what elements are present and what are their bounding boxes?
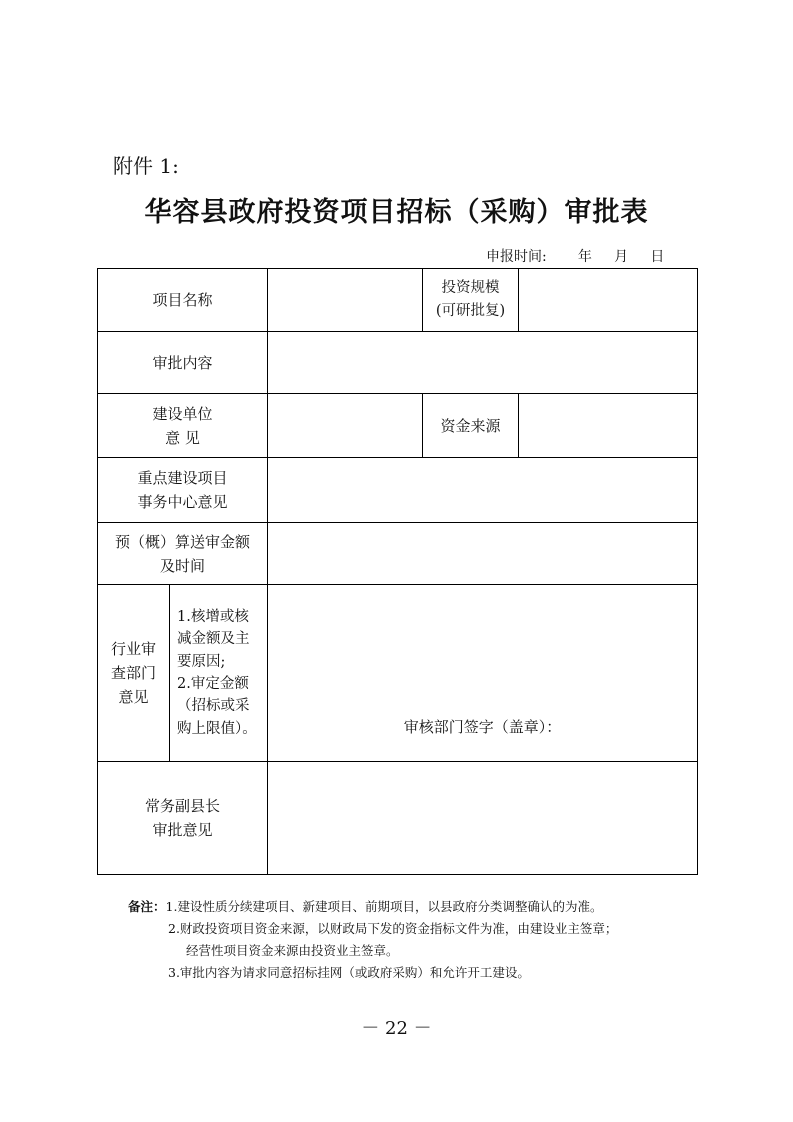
- label-project-name: 项目名称: [98, 269, 268, 332]
- remark-3: 3.审批内容为请求同意招标挂网（或政府采购）和允许开工建设。: [168, 965, 530, 980]
- label-builder-opinion: 建设单位 意 见: [98, 394, 268, 458]
- remarks-head: 备注：: [128, 899, 166, 914]
- row-project-name: [98, 269, 698, 332]
- label-fund-source: 资金来源: [423, 394, 519, 458]
- field-approval-content[interactable]: [268, 332, 698, 394]
- remark-2-continued: 经营性项目资金来源由投资业主签章。: [186, 943, 399, 958]
- field-industry-review[interactable]: [268, 585, 698, 762]
- label-industry-dept: 行业审 查部门 意见: [98, 585, 170, 762]
- industry-review-items: 1.核增或核 减金额及主 要原因; 2.审定金额 （招标或采 购上限值）。: [170, 585, 268, 762]
- remark-2: 2.财政投资项目资金来源，以财政局下发的资金指标文件为准，由建设业主签章；: [168, 921, 618, 936]
- attachment-label: 附件 1:: [113, 154, 179, 178]
- submission-date: 申报时间: 年 月 日: [486, 249, 665, 265]
- field-project-name[interactable]: [268, 269, 423, 332]
- label-investment-scale: 投资规模 (可研批复): [423, 269, 519, 332]
- row-builder-opinion: [98, 394, 698, 458]
- field-deputy-governor[interactable]: [268, 762, 698, 875]
- form-title: 华容县政府投资项目招标（采购）审批表: [144, 197, 649, 228]
- page-number: － 22 －: [361, 1018, 432, 1039]
- field-key-project-center[interactable]: [268, 458, 698, 523]
- label-key-project-center: 重点建设项目 事务中心意见: [98, 458, 268, 523]
- row-key-project-center: [98, 458, 698, 523]
- approval-form-table: [97, 268, 698, 875]
- remarks: [128, 896, 617, 984]
- field-builder-opinion[interactable]: [268, 394, 423, 458]
- remark-1: 1.建设性质分续建项目、新建项目、前期项目，以县政府分类调整确认的为准。: [165, 899, 603, 914]
- row-budget-amount: [98, 523, 698, 585]
- field-fund-source[interactable]: [519, 394, 698, 458]
- field-investment-scale[interactable]: [519, 269, 698, 332]
- row-deputy-governor: [98, 762, 698, 875]
- field-budget-amount[interactable]: [268, 523, 698, 585]
- label-approval-content: 审批内容: [98, 332, 268, 394]
- label-budget-amount: 预（概）算送审金额 及时间: [98, 523, 268, 585]
- label-deputy-governor: 常务副县长 审批意见: [98, 762, 268, 875]
- row-approval-content: [98, 332, 698, 394]
- review-signature-label: 审核部门签字（盖章）：: [403, 718, 562, 736]
- row-industry-dept: [98, 585, 698, 762]
